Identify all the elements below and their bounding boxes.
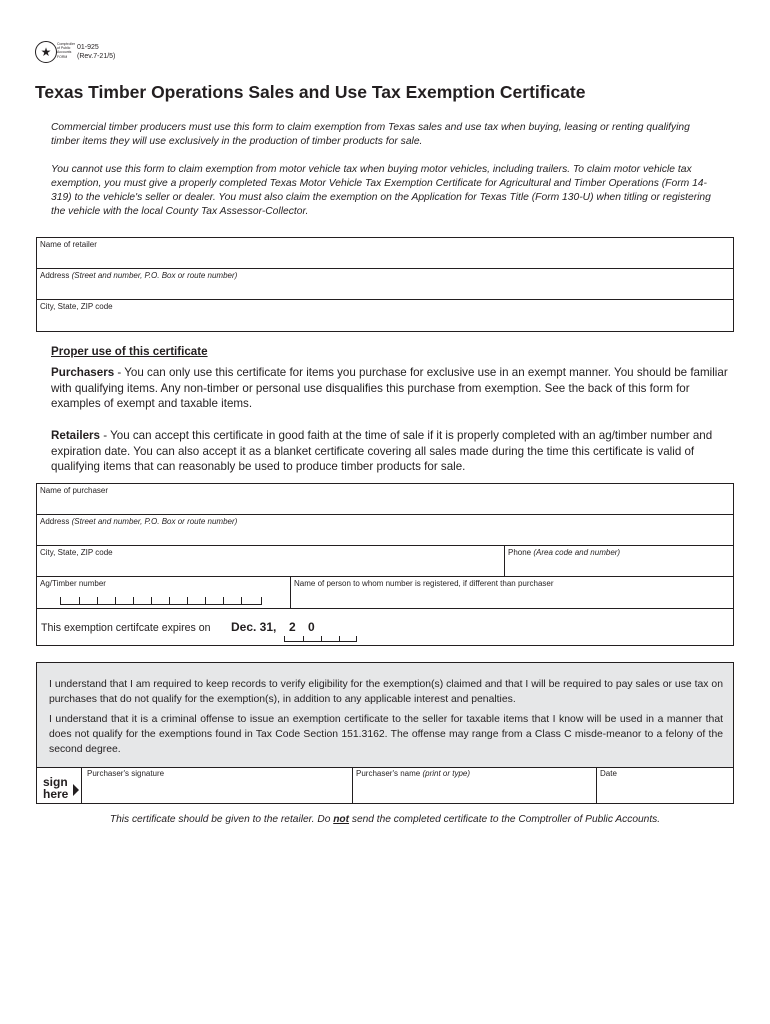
retailers-paragraph: Retailers - You can accept this certificate in good faith at the time of sale if it is properly completed with an ag/timber number and expiration date. You can also accept it as a blanket certificate covering all sales made during the time this certificate is valid of qualifying items that can reasonably be used to produce timber products for sale. <box>51 429 713 473</box>
expiration-year-digit-1: 2 <box>289 620 296 634</box>
date-field[interactable] <box>597 767 733 803</box>
purchaser-city-phone-row <box>37 546 733 577</box>
ag-timber-number-label: Ag/Timber number <box>40 579 106 588</box>
retailer-city-field[interactable] <box>37 300 733 331</box>
retailer-city-label: City, State, ZIP code <box>40 302 113 311</box>
purchaser-section <box>36 483 734 646</box>
date-label: Date <box>600 769 617 778</box>
declaration-box <box>36 662 734 768</box>
purchaser-address-label: Address (Street and number, P.O. Box or route number) <box>40 517 238 526</box>
sign-here-marker: sign here <box>43 775 69 801</box>
form-revision: (Rev.7-21/5) <box>77 53 116 60</box>
declaration-paragraph-2: I understand that it is a criminal offense to issue an exemption certificate to the seller for taxable items that I know will be used in a manner that does not qualify for the exemptions found in Tax Code Section 151.3162. The offense may range from a Class C misde-meanor to a felony of the second degree. <box>49 714 723 755</box>
purchaser-address-field[interactable] <box>37 515 733 546</box>
seal-text: Comptroller of Public Accounts FORM <box>57 42 76 59</box>
declaration-paragraph-1: I understand that I am required to keep records to verify eligibility for the exemption(s) claimed and that I will be required to pay sales or use tax on purchases that do not qualify for the exemption(s), in addition to any applicable interest and penalties. <box>49 679 723 705</box>
purchaser-city-field[interactable] <box>37 546 505 576</box>
registered-name-label: Name of person to whom number is registered, if different than purchaser <box>294 579 554 588</box>
retailer-section <box>36 237 734 332</box>
form-number-block <box>77 43 115 61</box>
purchaser-signature-label: Purchaser's signature <box>87 769 165 778</box>
purchaser-printed-name-field[interactable] <box>353 767 597 803</box>
purchasers-paragraph: Purchasers - You can only use this certificate for items you purchase for exclusive use in an exempt manner. You should be familiar with qualifying items. Any non-timber or personal use disqualifies this purchase from exemption. See the back of this form for examples of exempt and taxable items. <box>51 366 728 410</box>
purchaser-name-label: Name of purchaser <box>40 486 109 495</box>
purchaser-name-field[interactable] <box>37 484 733 515</box>
retailer-name-label: Name of retailer <box>40 240 97 249</box>
form-number: 01-925 <box>77 44 99 51</box>
retailer-address-label: Address (Street and number, P.O. Box or route number) <box>40 271 238 280</box>
ag-timber-number-boxes[interactable] <box>60 597 262 605</box>
purchaser-signature-field[interactable] <box>81 767 353 803</box>
page-title: Texas Timber Operations Sales and Use Tax Exemption Certificate <box>35 82 586 102</box>
comptroller-seal-icon: ★ <box>35 41 57 63</box>
expiration-date: Dec. 31, <box>231 620 277 634</box>
purchaser-phone-label: Phone (Area code and number) <box>508 548 621 557</box>
expiration-row <box>37 609 733 645</box>
retailer-address-field[interactable] <box>37 269 733 300</box>
expiration-year-field[interactable] <box>284 620 357 642</box>
intro-paragraph-2: You cannot use this form to claim exemption from motor vehicle tax when buying motor vehicles, including trailers. To claim motor vehicle tax exemption, you must give a properly completed Texas Motor Vehicle Tax Exemption Certificate for Agricultural and Timber Operations (Form 14-319) to the vehicle's seller or dealer. You must also claim the exemption on the Application for Texas Title (Form 130-U) when titling or registering the vehicle with the local County Tax Assessor-Collector. <box>51 164 711 217</box>
expiration-year-digit-2: 0 <box>308 620 315 634</box>
signature-row <box>36 767 734 804</box>
purchaser-printed-name-label: Purchaser's name (print or type) <box>356 769 471 778</box>
purchaser-phone-field[interactable] <box>505 546 733 576</box>
intro-paragraph-1: Commercial timber producers must use this form to claim exemption from Texas sales and use tax when buying, leasing or renting qualifying timber items they will use exclusively in the production of timber products for sale. <box>51 122 690 147</box>
purchaser-city-label: City, State, ZIP code <box>40 548 113 557</box>
sign-arrow-icon <box>73 784 79 796</box>
proper-use-heading: Proper use of this certificate <box>51 345 208 358</box>
footer-note: This certificate should be given to the retailer. Do not send the completed certificate to the Comptroller of Public Accounts. <box>109 814 661 825</box>
registered-name-field[interactable] <box>291 577 733 608</box>
retailer-name-field[interactable] <box>37 238 733 269</box>
expiration-text: This exemption certifcate expires on <box>41 622 211 634</box>
